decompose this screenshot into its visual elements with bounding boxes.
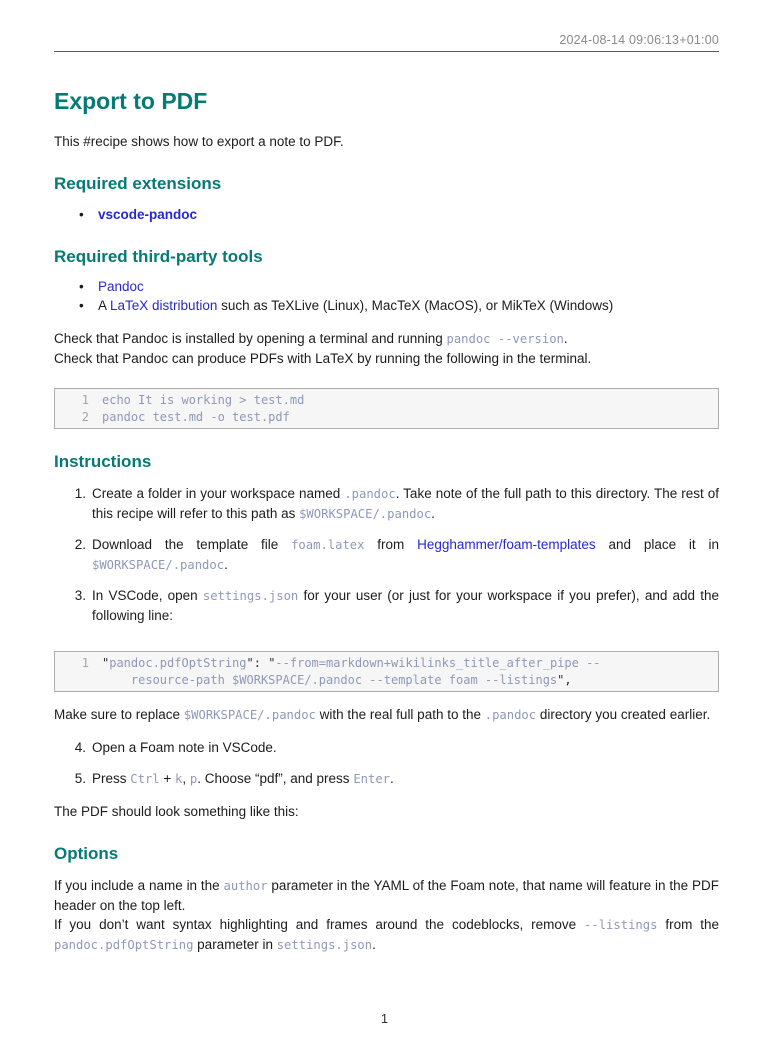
text-segment: Press <box>92 771 131 786</box>
code-block-settings <box>54 651 719 692</box>
code-block-terminal <box>54 388 719 429</box>
inline-code: p <box>189 772 198 786</box>
text-segment: from <box>364 537 418 552</box>
bullet-icon: • <box>79 279 84 294</box>
text-segment: with the real full path to the <box>315 707 485 722</box>
text-segment: If you include a name in the <box>54 878 224 893</box>
text-segment: parameter in <box>193 937 277 952</box>
link[interactable]: Hegghammer/foam-templates <box>417 537 596 552</box>
line-number: 1 <box>81 393 89 407</box>
pdf-preview-paragraph <box>54 802 719 821</box>
text-segment: Create a folder in your workspace named <box>92 486 345 501</box>
section-heading-required-extensions: Required extensions <box>54 174 222 193</box>
list-number: 5. <box>74 771 86 786</box>
text-segment: from the <box>657 917 719 932</box>
list-item <box>54 205 719 224</box>
list-item <box>54 484 719 524</box>
list-item <box>54 296 719 315</box>
list-item-text <box>92 277 719 296</box>
text-segment: Make sure to replace <box>54 707 184 722</box>
link[interactable]: vscode-pandoc <box>98 207 198 222</box>
section-heading-required-tools: Required third-party tools <box>54 247 263 266</box>
list-number: 1. <box>74 486 86 501</box>
inline-code: k <box>175 772 183 786</box>
text-segment: Open a Foam note in VSCode. <box>92 740 277 755</box>
list-item-text <box>92 296 719 315</box>
link[interactable]: Pandoc <box>98 279 144 294</box>
list-number: 2. <box>74 537 86 552</box>
inline-code: settings.json <box>202 589 299 603</box>
text-segment: Check that Pandoc can produce PDFs with LaTeX by running the following in the terminal. <box>54 351 592 366</box>
text-segment: . <box>431 506 435 521</box>
header-timestamp: 2024-08-14 09:06:13+01:00 <box>559 33 719 47</box>
text-segment: for your user (or just for your workspace if you prefer), and add the following line: <box>92 588 719 623</box>
inline-code: --listings <box>584 918 658 932</box>
inline-code: settings.json <box>276 938 373 952</box>
inline-code: .pandoc <box>344 487 396 501</box>
text-segment: , <box>182 771 190 786</box>
list-item <box>54 738 719 757</box>
text-segment: . <box>390 771 394 786</box>
list-number: 4. <box>74 740 86 755</box>
list-item-text <box>92 205 719 224</box>
bullet-icon: • <box>79 207 84 222</box>
text-segment: A <box>98 298 111 313</box>
text-segment: In VSCode, open <box>92 588 203 603</box>
required-tools-list <box>54 277 719 315</box>
text-segment: such as TeXLive (Linux), MacTeX (MacOS), or MikTeX (Windows) <box>217 298 614 313</box>
list-item-text <box>86 484 719 524</box>
options-paragraph <box>54 876 719 955</box>
list-item <box>54 535 719 575</box>
link[interactable]: LaTeX distribution <box>110 298 218 313</box>
line-number <box>63 672 89 689</box>
inline-code: --from=markdown+wikilinks_title_after_pipe -- <box>275 656 601 670</box>
inline-code: pandoc --version <box>446 332 564 346</box>
code-text <box>102 392 304 409</box>
code-line <box>63 672 710 689</box>
text-segment: directory you created earlier. <box>536 707 711 722</box>
list-item-text <box>86 586 719 625</box>
instructions-list-4-5 <box>54 738 719 789</box>
list-number: 3. <box>74 588 86 603</box>
inline-code: .pandoc <box>484 708 537 722</box>
text-segment: This #recipe shows how to export a note to PDF. <box>54 134 344 149</box>
section-heading-instructions: Instructions <box>54 452 152 471</box>
paragraph-line <box>54 876 719 915</box>
inline-code: Enter <box>353 772 390 786</box>
inline-code: pandoc.pdfOptString <box>109 656 247 670</box>
inline-code-dark: ", <box>557 672 572 687</box>
code-line <box>63 392 710 409</box>
page-title: Export to PDF <box>54 88 208 114</box>
paragraph-line <box>54 329 719 349</box>
text-segment: Check that Pandoc is installed by opening a terminal and running <box>54 331 447 346</box>
list-item <box>54 586 719 625</box>
code-text <box>102 672 572 689</box>
text-segment: and place it in <box>595 537 719 552</box>
text-segment: . Take note of the full path to this directory. The rest of this recipe will refer to this path as <box>92 486 719 521</box>
inline-code: $WORKSPACE/.pandoc <box>183 708 316 722</box>
inline-code: echo It is working > test.md <box>102 393 305 407</box>
text-segment: + <box>159 771 176 786</box>
instructions-list-1-3 <box>54 484 719 625</box>
inline-code: resource-path $WORKSPACE/.pandoc --template foam --listings <box>102 672 558 687</box>
text-segment: . <box>372 937 376 952</box>
code-text <box>102 655 601 672</box>
intro-paragraph <box>54 132 719 151</box>
text-segment: parameter in the YAML of the Foam note, that name will feature in the PDF header on the top left. <box>54 878 720 913</box>
list-item <box>54 769 719 789</box>
required-extensions-list <box>54 205 719 224</box>
list-item-text <box>86 535 719 575</box>
inline-code: author <box>223 879 268 893</box>
text-segment: Download the template file <box>92 537 292 552</box>
inline-code: pandoc.pdfOptString <box>54 938 194 952</box>
list-item <box>54 277 719 296</box>
inline-code: pandoc test.md -o test.pdf <box>102 409 290 424</box>
bullet-icon: • <box>79 298 84 313</box>
text-segment: The PDF should look something like this: <box>54 804 299 819</box>
make-sure-paragraph <box>54 705 719 725</box>
check-pandoc-paragraph <box>54 329 719 368</box>
section-heading-options: Options <box>54 844 119 863</box>
code-text <box>102 409 290 426</box>
list-item-text <box>86 738 719 757</box>
inline-code: foam.latex <box>291 538 365 552</box>
text-segment: . Choose “pdf”, and press <box>197 771 354 786</box>
inline-code: $WORKSPACE/.pandoc <box>92 558 225 572</box>
text-segment: If you don’t want syntax highlighting and frames around the codeblocks, remove <box>54 917 585 932</box>
inline-code-dark: ": " <box>246 656 276 670</box>
paragraph-line <box>54 349 719 368</box>
line-number: 2 <box>81 409 89 424</box>
list-item-text <box>86 769 719 789</box>
text-segment: . <box>563 331 568 346</box>
inline-code-dark: " <box>102 656 110 670</box>
text-segment: . <box>224 557 228 572</box>
header-rule <box>54 51 719 52</box>
line-number: 1 <box>81 656 89 670</box>
inline-code: Ctrl <box>130 772 160 786</box>
inline-code: $WORKSPACE/.pandoc <box>299 507 432 521</box>
paragraph-line <box>54 915 719 955</box>
code-line <box>63 655 710 672</box>
footer-page-number: 1 <box>380 1011 389 1026</box>
code-line <box>63 409 710 426</box>
